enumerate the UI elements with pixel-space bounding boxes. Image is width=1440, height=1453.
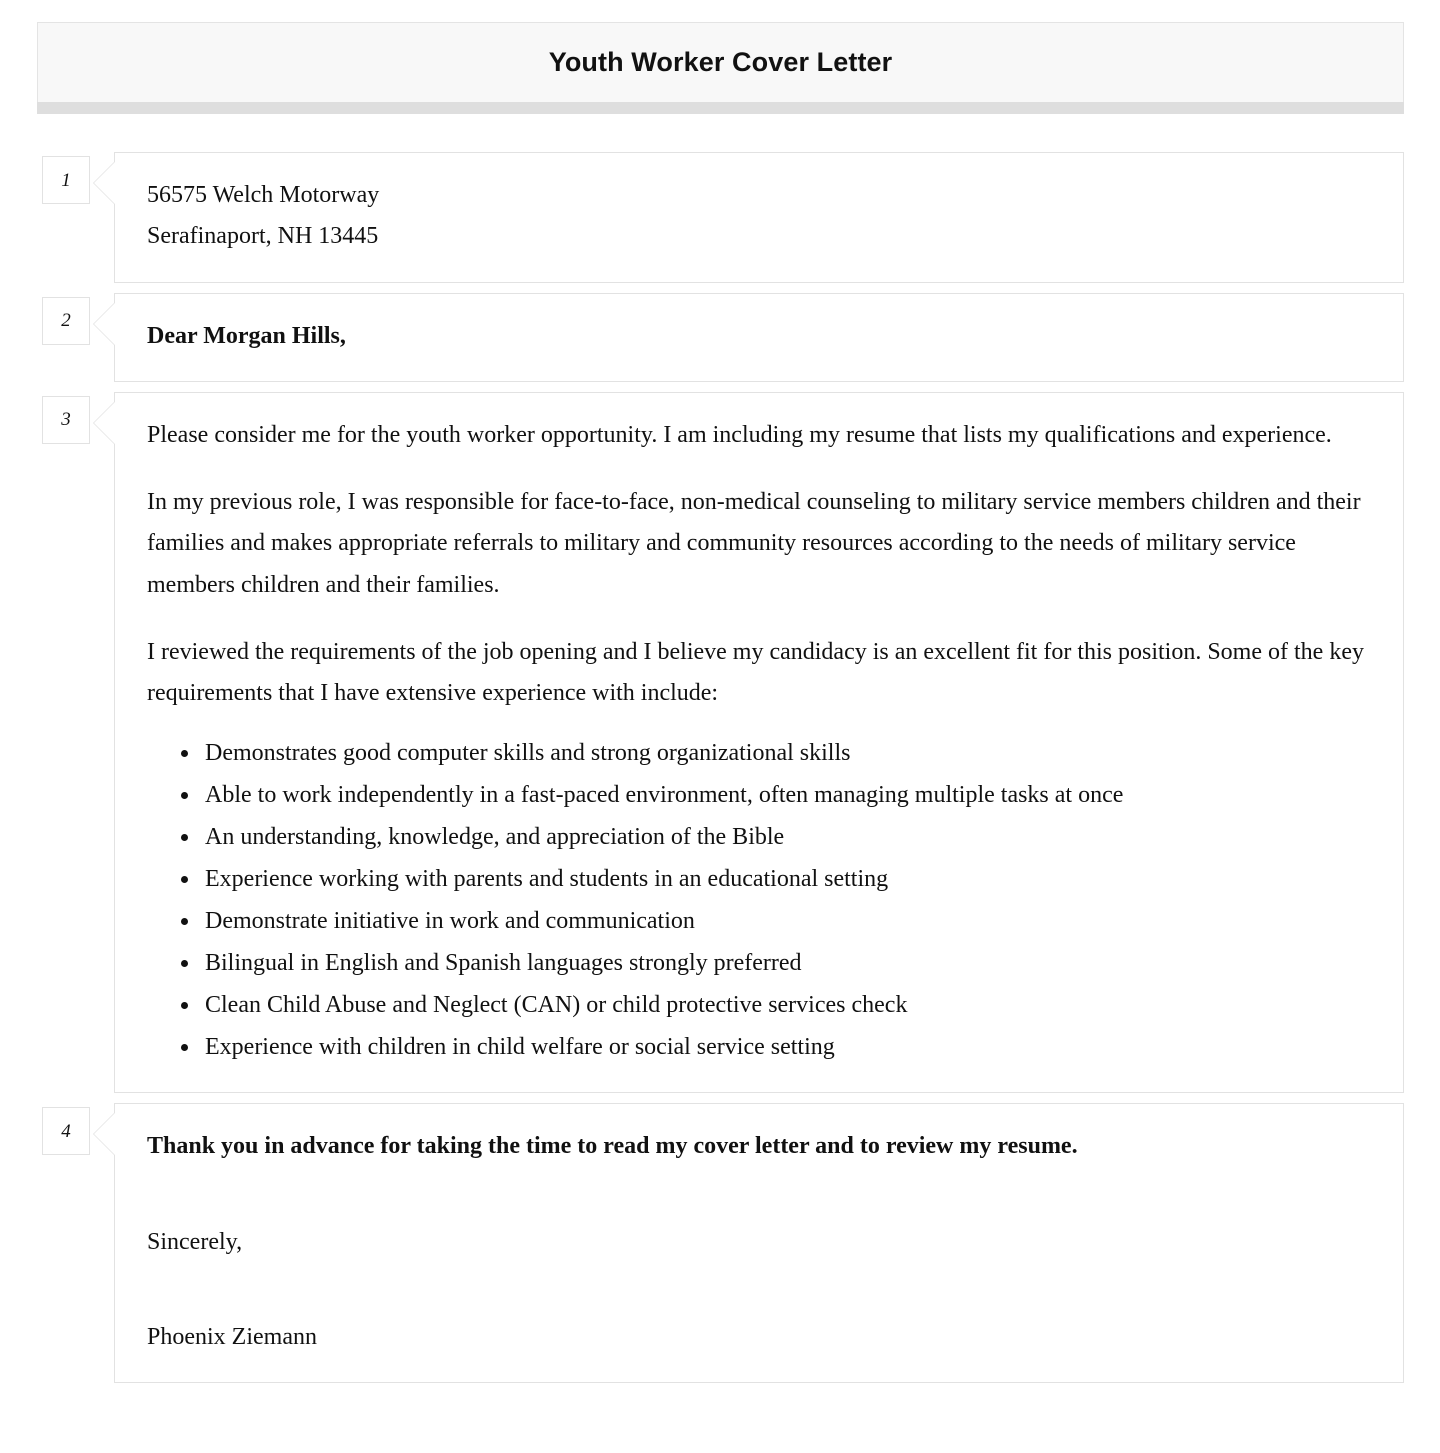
thank-you-text: Thank you in advance for taking the time to read my cover letter and to review my resume. (147, 1133, 1078, 1160)
block-number-badge-3[interactable]: 3 (42, 396, 90, 444)
list-item: • Demonstrates good computer skills and strong organizational skills (201, 732, 1373, 774)
document-header (37, 22, 1404, 102)
list-item: • Clean Child Abuse and Neglect (CAN) or child protective services check (201, 984, 1373, 1026)
list-item: • Demonstrate initiative in work and communication (201, 900, 1373, 942)
signoff-text: Sincerely, (147, 1228, 243, 1255)
body-paragraph-2: In my previous role, I was responsible for face-to-face, non-medical counseling to military service members children and their families and makes appropriate referrals to military and community resources according to the needs of military service members children and their families. (147, 489, 1361, 598)
signature-name: Phoenix Ziemann (147, 1323, 317, 1350)
requirements-list (147, 732, 1373, 1068)
letter-body-block[interactable] (114, 392, 1404, 1094)
sender-address-block[interactable] (114, 152, 1404, 283)
salutation-text: Dear Morgan Hills, (147, 322, 346, 349)
letter-block-2 (0, 293, 1440, 382)
list-item: • Able to work independently in a fast-paced environment, often managing multiple tasks at once (201, 774, 1373, 816)
letter-block-3 (0, 392, 1440, 1094)
address-line-1: 56575 Welch Motorway (147, 182, 380, 208)
body-paragraph-1: Please consider me for the youth worker opportunity. I am including my resume that lists my qualifications and experience. (147, 421, 1332, 448)
block-number-badge-2[interactable]: 2 (42, 297, 90, 345)
salutation-block[interactable] (114, 293, 1404, 382)
list-item: • An understanding, knowledge, and appreciation of the Bible (201, 816, 1373, 858)
list-item: • Experience working with parents and students in an educational setting (201, 858, 1373, 900)
closing-block[interactable] (114, 1103, 1404, 1383)
letter-block-4 (0, 1103, 1440, 1383)
letter-blocks (0, 152, 1440, 1393)
list-item: • Experience with children in child welfare or social service setting (201, 1026, 1373, 1068)
header-shadow-bar (37, 102, 1404, 114)
letter-block-1 (0, 152, 1440, 283)
page-title: Youth Worker Cover Letter (548, 47, 893, 78)
address-line-2: Serafinaport, NH 13445 (147, 223, 379, 250)
list-item: • Bilingual in English and Spanish languages strongly preferred (201, 942, 1373, 984)
block-number-badge-1[interactable]: 1 (42, 156, 90, 204)
block-number-badge-4[interactable]: 4 (42, 1107, 90, 1155)
body-paragraph-3: I reviewed the requirements of the job opening and I believe my candidacy is an excellent fit for this position. Some of the key requirements that I have extensive experience with include: (147, 638, 1364, 707)
